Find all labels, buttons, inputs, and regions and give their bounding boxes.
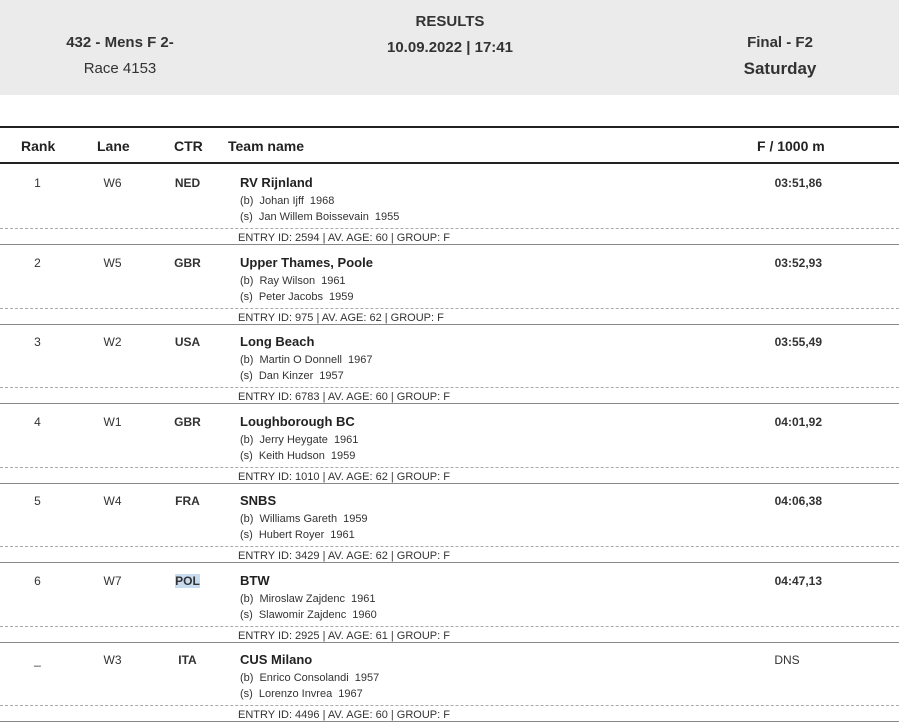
lane-cell: W4 bbox=[103, 494, 122, 508]
crew-role: (s) bbox=[240, 529, 253, 541]
crew-role: (s) bbox=[240, 370, 253, 382]
entry-info: ENTRY ID: 975 | AV. AGE: 62 | GROUP: F bbox=[238, 311, 444, 324]
country-cell bbox=[165, 335, 210, 349]
crew-name: Ray Wilson bbox=[259, 274, 316, 287]
country-cell bbox=[165, 176, 210, 190]
crew-member-stroke bbox=[240, 609, 377, 621]
crew-name: Hubert Royer bbox=[258, 529, 325, 541]
crew-member-bow bbox=[240, 195, 334, 207]
crew-role: (b) bbox=[240, 672, 254, 684]
crew-name: Peter Jacobs bbox=[258, 290, 324, 303]
table-row bbox=[0, 325, 899, 404]
row-divider-dashed bbox=[0, 467, 899, 468]
entry-info: ENTRY ID: 6783 | AV. AGE: 60 | GROUP: F bbox=[238, 391, 450, 403]
lane-cell: W5 bbox=[103, 255, 122, 270]
team-name: Loughborough BC bbox=[240, 413, 355, 429]
row-divider-dashed bbox=[0, 308, 899, 309]
entry-info: ENTRY ID: 3429 | AV. AGE: 62 | GROUP: F bbox=[238, 550, 450, 562]
country-cell bbox=[165, 256, 210, 270]
lane-cell: W3 bbox=[103, 653, 122, 667]
crew-year: 1967 bbox=[348, 354, 373, 366]
country-code[interactable]: GBR bbox=[174, 414, 201, 429]
finish-time: DNS bbox=[774, 653, 800, 667]
country-cell bbox=[165, 574, 210, 588]
row-divider-dashed bbox=[0, 626, 899, 627]
crew-member-bow bbox=[240, 672, 379, 684]
lane-cell: W1 bbox=[103, 414, 122, 429]
finish-time: 04:06,38 bbox=[774, 494, 822, 508]
crew-year: 1961 bbox=[333, 433, 359, 446]
country-code[interactable]: GBR bbox=[174, 255, 201, 270]
country-code[interactable]: USA bbox=[174, 335, 201, 349]
finish-time: 03:52,93 bbox=[774, 255, 822, 270]
team-name: SNBS bbox=[240, 493, 277, 508]
col-team-header: Team name bbox=[228, 138, 304, 154]
crew-member-stroke bbox=[240, 688, 363, 700]
crew-member-stroke bbox=[240, 370, 344, 382]
country-code[interactable]: ITA bbox=[178, 653, 197, 667]
crew-member-bow bbox=[240, 513, 368, 525]
country-code[interactable]: POL bbox=[175, 573, 200, 588]
table-row bbox=[0, 166, 899, 245]
rank-cell: 3 bbox=[34, 335, 41, 349]
crew-member-stroke bbox=[240, 529, 355, 541]
crew-role: (s) bbox=[240, 608, 253, 621]
crew-role: (s) bbox=[240, 449, 253, 462]
crew-name: Johan Ijff bbox=[259, 195, 304, 207]
lane-cell: W7 bbox=[103, 573, 122, 588]
crew-role: (b) bbox=[240, 513, 254, 525]
crew-name: Miroslaw Zajdenc bbox=[259, 592, 346, 605]
entry-info: ENTRY ID: 1010 | AV. AGE: 62 | GROUP: F bbox=[238, 470, 450, 483]
crew-role: (b) bbox=[240, 274, 254, 287]
crew-year: 1968 bbox=[309, 195, 335, 207]
crew-member-bow bbox=[240, 593, 376, 605]
crew-member-bow bbox=[240, 275, 346, 287]
crew-year: 1959 bbox=[343, 513, 368, 525]
row-divider-dashed bbox=[0, 228, 899, 229]
crew-name: Jan Willem Boissevain bbox=[258, 211, 369, 223]
table-row bbox=[0, 484, 899, 563]
crew-role: (s) bbox=[240, 688, 253, 700]
rank-cell: _ bbox=[34, 653, 41, 667]
crew-name: Martin O Donnell bbox=[259, 354, 342, 366]
lane-cell: W6 bbox=[103, 176, 122, 190]
table-row bbox=[0, 564, 899, 643]
table-row bbox=[0, 643, 899, 722]
rank-cell: 6 bbox=[34, 573, 41, 588]
crew-role: (s) bbox=[240, 211, 253, 223]
crew-role: (b) bbox=[240, 195, 254, 207]
rank-cell: 5 bbox=[34, 494, 41, 508]
crew-name: Enrico Consolandi bbox=[259, 672, 349, 684]
team-name: Upper Thames, Poole bbox=[240, 254, 373, 270]
crew-year: 1961 bbox=[330, 529, 355, 541]
finish-time: 04:47,13 bbox=[774, 573, 822, 588]
race-phase: Final - F2 bbox=[747, 34, 813, 51]
crew-year: 1959 bbox=[330, 449, 356, 462]
crew-year: 1967 bbox=[338, 688, 363, 700]
crew-member-bow bbox=[240, 434, 358, 446]
race-day: Saturday bbox=[743, 59, 817, 78]
crew-member-bow bbox=[240, 354, 372, 366]
crew-year: 1961 bbox=[351, 592, 376, 605]
crew-role: (b) bbox=[240, 433, 254, 446]
race-header bbox=[0, 0, 899, 95]
entry-info: ENTRY ID: 2594 | AV. AGE: 60 | GROUP: F bbox=[238, 232, 450, 244]
rank-cell: 2 bbox=[34, 255, 41, 270]
entry-info: ENTRY ID: 2925 | AV. AGE: 61 | GROUP: F bbox=[238, 629, 450, 642]
crew-name: Jerry Heygate bbox=[259, 433, 328, 446]
crew-member-stroke bbox=[240, 291, 354, 303]
crew-year: 1955 bbox=[374, 211, 400, 223]
lane-cell: W2 bbox=[103, 335, 122, 349]
crew-year: 1957 bbox=[319, 370, 344, 382]
table-row bbox=[0, 246, 899, 325]
row-divider-dashed bbox=[0, 387, 899, 388]
finish-time: 03:51,86 bbox=[774, 176, 822, 190]
finish-time: 03:55,49 bbox=[774, 335, 822, 349]
race-number: Race 4153 bbox=[83, 60, 157, 77]
rank-cell: 1 bbox=[34, 176, 41, 190]
row-divider-dashed bbox=[0, 546, 899, 547]
country-code[interactable]: NED bbox=[174, 176, 201, 190]
crew-year: 1961 bbox=[321, 274, 346, 287]
finish-time: 04:01,92 bbox=[774, 414, 822, 429]
crew-name: Lorenzo Invrea bbox=[258, 688, 333, 700]
crew-name: Keith Hudson bbox=[258, 449, 325, 462]
country-code[interactable]: FRA bbox=[175, 494, 200, 508]
col-time-header: F / 1000 m bbox=[757, 138, 825, 154]
crew-member-stroke bbox=[240, 450, 355, 462]
crew-name: Williams Gareth bbox=[259, 513, 338, 525]
row-divider-dashed bbox=[0, 705, 899, 706]
results-table-header bbox=[0, 128, 899, 164]
crew-name: Slawomir Zajdenc bbox=[258, 608, 347, 621]
race-datetime: 10.09.2022 | 17:41 bbox=[387, 39, 513, 56]
crew-name: Dan Kinzer bbox=[258, 370, 314, 382]
crew-year: 1960 bbox=[352, 608, 377, 621]
team-name: CUS Milano bbox=[240, 652, 313, 667]
crew-role: (b) bbox=[240, 354, 254, 366]
results-label: RESULTS bbox=[415, 13, 485, 30]
crew-year: 1959 bbox=[329, 290, 354, 303]
crew-year: 1957 bbox=[354, 672, 380, 684]
country-cell bbox=[165, 653, 210, 667]
rank-cell: 4 bbox=[34, 414, 41, 429]
col-rank-header: Rank bbox=[21, 138, 56, 154]
team-name: BTW bbox=[240, 572, 270, 588]
team-name: RV Rijnland bbox=[240, 175, 313, 190]
crew-role: (s) bbox=[240, 290, 253, 303]
entry-info: ENTRY ID: 4496 | AV. AGE: 60 | GROUP: F bbox=[238, 709, 450, 721]
country-cell bbox=[165, 415, 210, 429]
crew-member-stroke bbox=[240, 211, 399, 223]
table-row bbox=[0, 405, 899, 484]
team-name: Long Beach bbox=[240, 334, 315, 349]
race-title: 432 - Mens F 2- bbox=[66, 34, 174, 51]
country-cell bbox=[165, 494, 210, 508]
col-ctr-header: CTR bbox=[174, 138, 203, 154]
row-divider bbox=[0, 721, 899, 722]
col-lane-header: Lane bbox=[97, 138, 130, 154]
crew-role: (b) bbox=[240, 592, 254, 605]
